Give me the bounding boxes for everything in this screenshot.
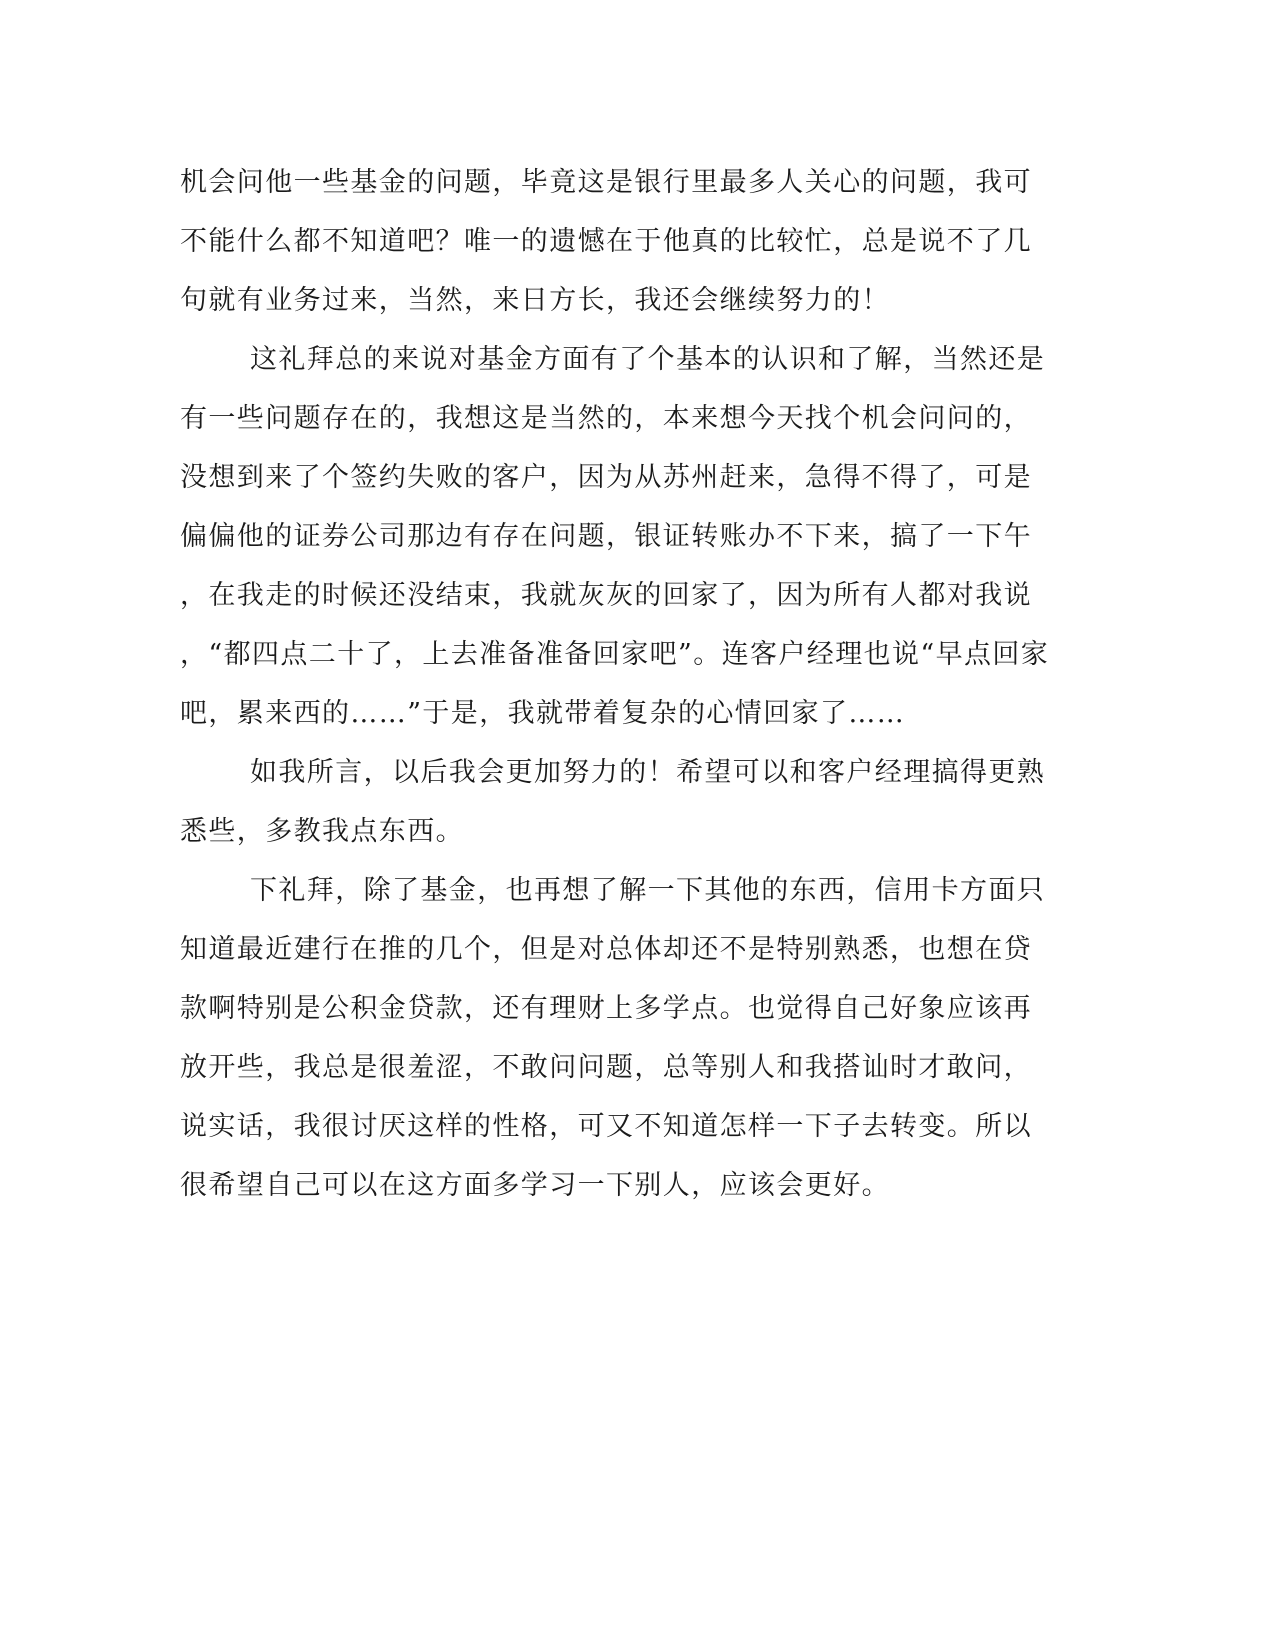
text-line: ，“都四点二十了，上去准备准备回家吧”。连客户经理也说“早点回家: [180, 639, 1050, 670]
text-line: 下礼拜，除了基金，也再想了解一下其他的东西，信用卡方面只: [250, 875, 1046, 906]
text-line: 机会问他一些基金的问题，毕竟这是银行里最多人关心的问题，我可: [180, 167, 1032, 198]
paragraph-1: [180, 153, 1030, 330]
text-line: 放开些，我总是很羞涩，不敢问问题，总等别人和我搭讪时才敢问，: [180, 1052, 1032, 1083]
text-line: 很希望自己可以在这方面多学习一下别人，应该会更好。: [180, 1170, 890, 1201]
text-line: 说实话，我很讨厌这样的性格，可又不知道怎样一下子去转变。所以: [180, 1111, 1032, 1142]
document-body: [180, 153, 1050, 1215]
text-line: 偏偏他的证券公司那边有存在问题，银证转账办不下来，搞了一下午: [180, 521, 1032, 552]
text-line: 有一些问题存在的，我想这是当然的，本来想今天找个机会问问的，: [180, 403, 1032, 434]
text-line: 知道最近建行在推的几个，但是对总体却还不是特别熟悉，也想在贷: [180, 934, 1032, 965]
paragraph-2: [180, 330, 1050, 743]
text-line: 款啊特别是公积金贷款，还有理财上多学点。也觉得自己好象应该再: [180, 993, 1032, 1024]
paragraph-4: [180, 861, 1046, 1215]
text-line: 悉些，多教我点东西。: [180, 816, 464, 847]
paragraph-3: [180, 743, 1046, 861]
text-line: 如我所言，以后我会更加努力的！希望可以和客户经理搞得更熟: [250, 757, 1046, 788]
text-line: 句就有业务过来，当然，来日方长，我还会继续努力的！: [180, 285, 890, 316]
text-line: 不能什么都不知道吧？唯一的遗憾在于他真的比较忙，总是说不了几: [180, 226, 1032, 257]
text-line: ，在我走的时候还没结束，我就灰灰的回家了，因为所有人都对我说: [180, 580, 1032, 611]
text-line: 没想到来了个签约失败的客户，因为从苏州赶来，急得不得了，可是: [180, 462, 1032, 493]
text-line: 这礼拜总的来说对基金方面有了个基本的认识和了解，当然还是: [250, 344, 1046, 375]
text-line: 吧，累来西的……”于是，我就带着复杂的心情回家了……: [180, 698, 906, 729]
